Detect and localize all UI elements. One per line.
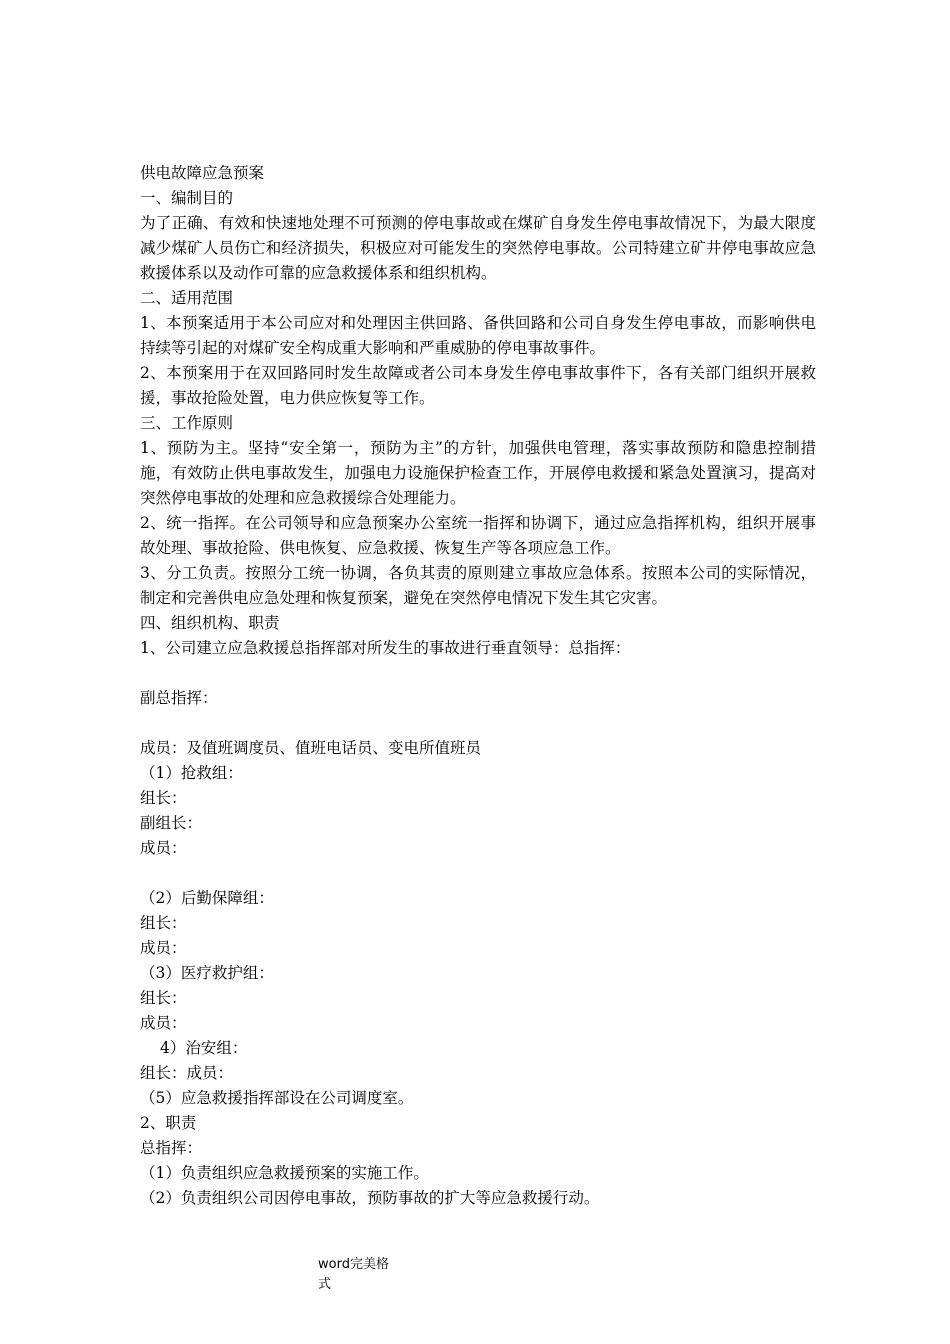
group-heading: 4）治安组：	[160, 1039, 248, 1057]
group-members-line: 成员：	[140, 1014, 187, 1032]
paragraph: 2、统一指挥。在公司领导和应急预案办公室统一指挥和协调下，通过应急指挥机构，组织开展事故处理、事故抢险、供电恢复、应急救援、恢复生产等各项应急工作。	[140, 514, 816, 557]
group-leader-line: 组长：	[140, 989, 187, 1007]
members-line: 成员：及值班调度员、值班电话员、变电所值班员	[140, 739, 482, 757]
section-heading: 三、工作原则	[140, 414, 234, 432]
document-body	[140, 161, 816, 1211]
blank-line	[140, 711, 816, 736]
group-heading: （2）后勤保障组：	[140, 889, 274, 907]
group-members-line: 成员：	[140, 939, 187, 957]
deputy-commander-line: 副总指挥：	[140, 689, 218, 707]
group-heading: （3）医疗救护组：	[140, 964, 274, 982]
group-leader-line: 组长：	[140, 789, 187, 807]
section-heading: 2、职责	[140, 1114, 197, 1132]
section-heading: 一、编制目的	[140, 189, 234, 207]
group-deputy-line: 副组长：	[140, 814, 203, 832]
section-heading: 四、组织机构、职责	[140, 614, 280, 632]
duty-item: （2）负责组织公司因停电事故，预防事故的扩大等应急救援行动。	[140, 1189, 600, 1207]
group-heading: （1）抢救组：	[140, 764, 243, 782]
commander-label: 总指挥：	[140, 1139, 203, 1157]
paragraph: 为了正确、有效和快速地处理不可预测的停电事故或在煤矿自身发生停电事故情况下，为最大限度减少煤矿人员伤亡和经济损失，积极应对可能发生的突然停电事故。公司特建立矿井停电事故应急救援体系以及动作可靠的应急救援体系和组织机构。	[140, 214, 816, 282]
blank-line	[140, 861, 816, 886]
document-title: 供电故障应急预案	[140, 164, 265, 182]
paragraph: 3、分工负责。按照分工统一协调，各负其责的原则建立事故应急体系。按照本公司的实际情况，制定和完善供电应急处理和恢复预案，避免在突然停电情况下发生其它灾害。	[140, 564, 816, 607]
group-leader-line: 组长：	[140, 914, 187, 932]
paragraph: 1、本预案适用于本公司应对和处理因主供回路、备供回路和公司自身发生停电事故，而影响供电持续等引起的对煤矿安全构成重大影响和严重威胁的停电事故事件。	[140, 314, 816, 357]
group-members-line: 成员：	[140, 839, 187, 857]
blank-line	[140, 661, 816, 686]
paragraph: 1、公司建立应急救援总指挥部对所发生的事故进行垂直领导：总指挥：	[140, 639, 631, 657]
page-footer: word完美格式	[318, 1257, 389, 1292]
paragraph: 1、预防为主。坚持“安全第一，预防为主”的方针，加强供电管理，落实事故预防和隐患控制措施，有效防止供电事故发生，加强电力设施保护检查工作，开展停电救援和紧急处置演习，提高对突然停电事故的处理和应急救援综合处理能力。	[140, 439, 816, 507]
section-heading: 二、适用范围	[140, 289, 234, 307]
paragraph: （5）应急救援指挥部设在公司调度室。	[140, 1089, 414, 1107]
group-leader-members-line: 组长：成员：	[140, 1064, 234, 1082]
duty-item: （1）负责组织应急救援预案的实施工作。	[140, 1164, 429, 1182]
paragraph: 2、本预案用于在双回路同时发生故障或者公司本身发生停电事故事件下，各有关部门组织开展救援，事故抢险处置，电力供应恢复等工作。	[140, 364, 816, 407]
